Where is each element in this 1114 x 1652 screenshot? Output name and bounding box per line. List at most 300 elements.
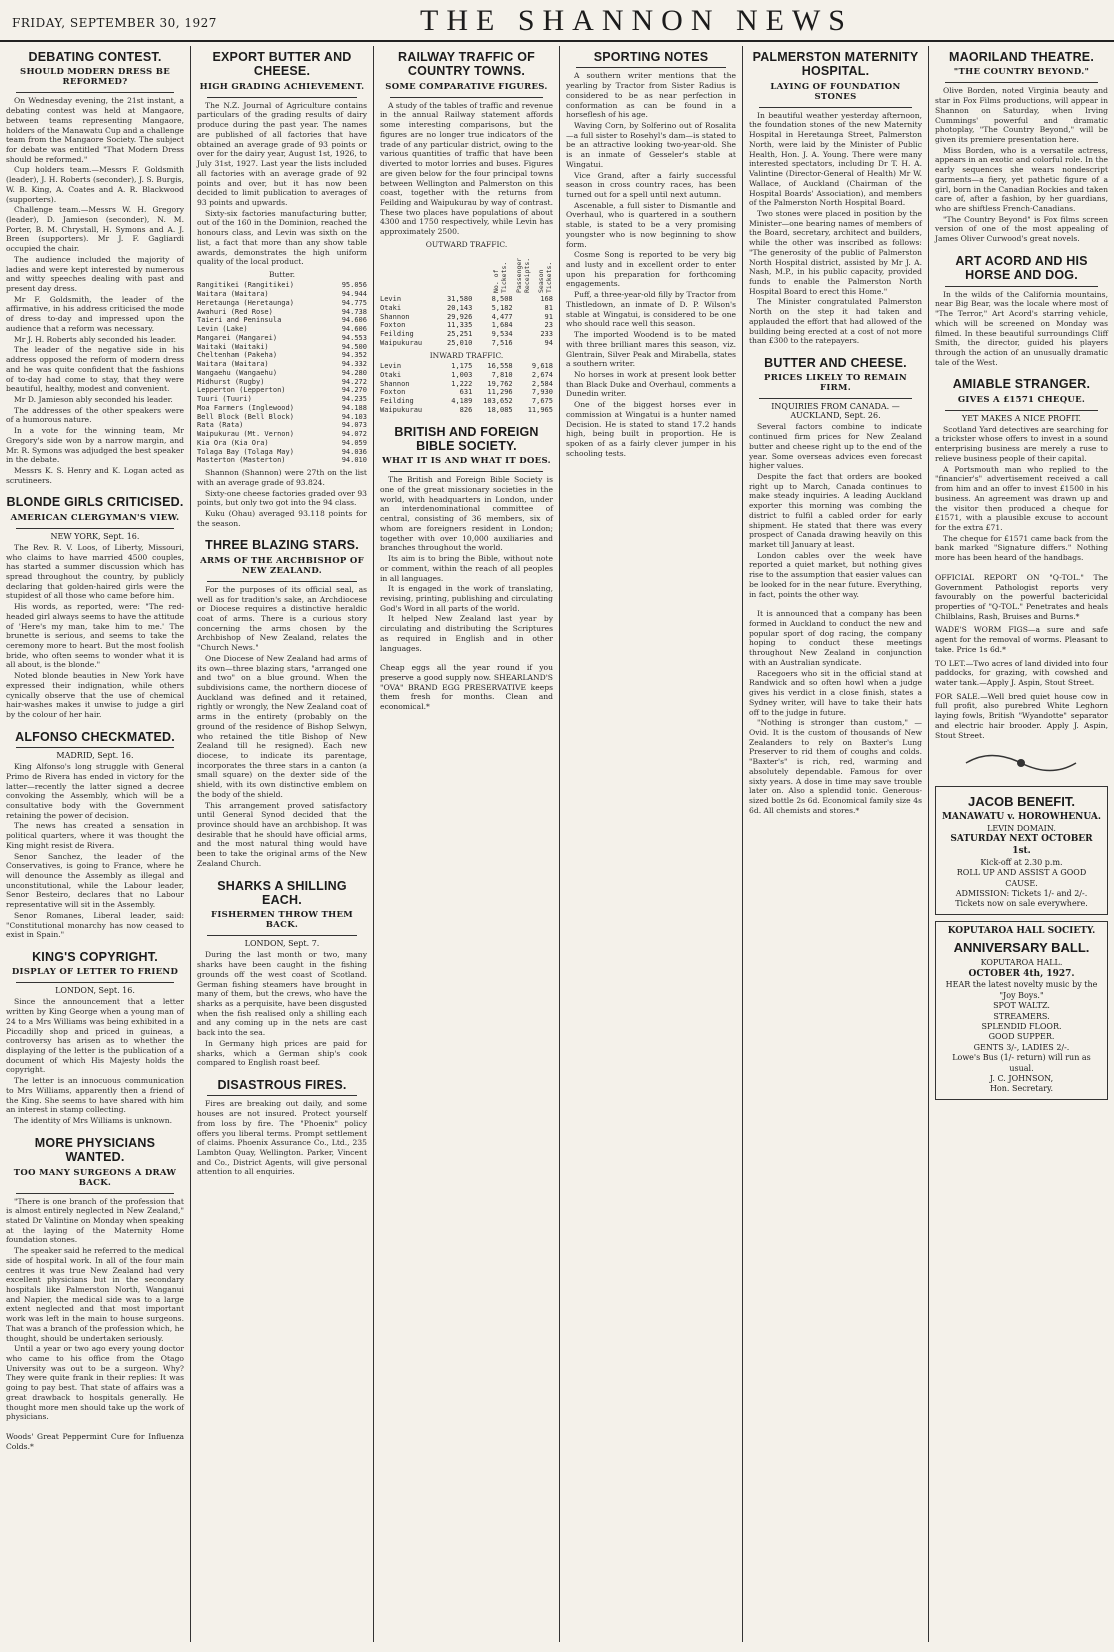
traffic-row (380, 339, 553, 348)
benefit-date: SATURDAY NEXT OCTOBER 1st. (950, 834, 1093, 857)
article-paragraph: Racegoers who sit in the official stand at Randwick and so often howl when a judge gives his verdict in a close finish, states a Sydney writer, will have to take their hats off to the judge in future. (749, 668, 922, 717)
article-paragraph: The imported Woodend is to be mated with three brilliant mares this season, viz. Glentrain, Silver Peak and Mirabella, states a southern writer. (566, 330, 736, 369)
headline-rule (945, 286, 1098, 287)
grading-row (197, 395, 367, 404)
headline-rule (16, 92, 174, 93)
peppermint-cure-ad: Woods' Great Peppermint Cure for Influenza Colds.* (6, 1432, 184, 1451)
article-subhead: DISPLAY OF LETTER TO FRIEND (11, 967, 179, 978)
traffic-value: 1,222 (451, 379, 473, 388)
grading-row (197, 351, 367, 360)
article (197, 879, 367, 1068)
grade-value: 94.606 (341, 325, 367, 334)
grading-row (197, 325, 367, 334)
traffic-value: 18,085 (487, 405, 513, 414)
headline-rule (207, 1095, 357, 1096)
anniversary-ball-ad (935, 921, 1108, 1100)
factory-name: Bell Block (Bell Block) (197, 412, 294, 421)
traffic-value: 11,335 (447, 321, 473, 330)
article (380, 50, 553, 415)
article-paragraph: Messrs K. S. Henry and K. Logan acted as scrutineers. (6, 465, 184, 485)
classified-ad-forsale: FOR SALE.—Well bred quiet house cow in full profit, also purebred White Leghorn laying fowls, British "Wyandotte" separator and electric hair brooder. Apply J. Aspin, Stout Street. (935, 691, 1108, 740)
grade-value: 94.010 (341, 456, 367, 465)
ornament-divider (952, 746, 1090, 780)
factory-name: Masterton (Masterton) (197, 456, 286, 465)
traffic-row (380, 362, 553, 371)
traffic-row (380, 321, 553, 330)
article-paragraph: One Diocese of New Zealand had arms of its own—three blazing stars, "arranged one and two" on a blue ground. When the subdivisions came, the northern diocese of Auckland was defined and it retained, rightly or wrongly, the New Zealand coat of arms in the entirety (probably on the ground of the residence of Bishop Selwyn, who retained the title Bishop of New Zealand till he resigned). Each new diocese, to indicate its parentage, incorporates the three stars in a canton (a small square) on the dexter side of the shield, with its own distinctive emblem on the body of the shield. (197, 653, 367, 799)
article-paragraph: Senor Sanchez, the leader of the Conservatives, is going to France, where he will denounce the Assembly as illegal and unconstitutional, while the Labour leader, Senor Besteiro, declares that no Labour representative will sit in the Assembly. (6, 851, 184, 910)
article-dateline: NEW YORK, Sept. 16. (50, 531, 140, 541)
article-headline: BLONDE GIRLS CRITICISED. (6, 495, 184, 510)
factory-name: Wangaehu (Wangaehu) (197, 368, 278, 377)
article-paragraph: During the last month or two, many sharks have been caught in the fishing grounds off the west coast of Scotland. German fishing steamers have brought in many of them, but the crews, who have the sharks as a perquisite, have been disgusted when the fish realised only a shilling each and any coming up in the nets are cast back into the sea. (197, 950, 367, 1038)
traffic-value: 9,618 (531, 362, 553, 371)
article-paragraph: The Minister congratulated Palmerston North on the step it had taken and applauded the effort that had allowed of the building being erected at a cost of not more than £300 to the ratepayers. (749, 297, 922, 346)
traffic-value: 20,143 (447, 303, 473, 312)
column-head: Season Tickets. (536, 261, 553, 294)
headline-rule (16, 528, 174, 529)
grading-row (197, 404, 367, 413)
ball-detail: GENTS 3/-, LADIES 2/-. (973, 1042, 1070, 1052)
grading-row (197, 456, 367, 465)
article-headline: BRITISH AND FOREIGN BIBLE SOCIETY. (394, 424, 539, 453)
article-paragraph: "The Country Beyond" is Fox films screen version of one of the most appealing of James Oliver Curwood's great novels. (935, 214, 1108, 244)
traffic-value: 826 (459, 405, 473, 414)
traffic-value: 9,534 (491, 330, 513, 339)
headline-rule (576, 67, 726, 68)
headline-rule (390, 97, 543, 98)
grade-value: 94.944 (341, 290, 367, 299)
article-paragraph: The identity of Mrs Williams is unknown. (14, 1116, 173, 1126)
benefit-kickoff: Kick-off at 2.30 p.m. (980, 857, 1063, 867)
article-subhead: WHAT IT IS AND WHAT IT DOES. (382, 456, 551, 467)
ball-venue: KOPUTAROA HALL. (980, 958, 1063, 968)
factory-name: Rata (Rata) (197, 421, 244, 430)
traffic-value: 103,652 (483, 397, 513, 406)
traffic-value: 2,674 (531, 370, 553, 379)
traffic-value: 1,684 (491, 321, 513, 330)
traffic-row (380, 330, 553, 339)
factory-name: Midhurst (Rugby) (197, 377, 265, 386)
benefit-match: MANAWATU v. HOROWHENUA. (941, 812, 1102, 823)
traffic-row (380, 304, 553, 313)
article-headline: DISASTROUS FIRES. (217, 1078, 347, 1092)
factory-name: Tolaga Bay (Tolaga May) (197, 447, 294, 456)
grade-value: 94.103 (341, 412, 367, 421)
article-paragraph: Fires are breaking out daily, and some houses are not insured. Protect yourself from loss by fire. The "Phoenix" policy offers you liberal terms. Prompt settlement of claims. Phoenix Assurance Co., Ltd., 235 Lambton Quay, Wellington. Parker, Vincent and Co., District Agents, will give personal attention to all enquiries. (197, 1099, 367, 1177)
article-paragraph: In beautiful weather yesterday afternoon, the foundation stones of the new Maternity Hospital in Heretaunga Street, Palmerston North, were laid by the Minister of Public Health, Hon. J. A. Young. There were many interested spectators, including Dr T. H. A. Valintine (Director-General of Health) Mr W. Wallace, of Auckland (Chairman of the Hospital Boards' Association), and members of the Palmerston North Hospital Board. (749, 110, 922, 208)
grading-row (197, 316, 367, 325)
traffic-value: 1,175 (451, 362, 473, 371)
headline-rule (16, 982, 174, 983)
classified-ad-qtol: OFFICIAL REPORT ON "Q-TOL." The Government Pathologist reports very favourably on the powerful bactericidal properties of "Q-TOL." Penetrates and heals Chilblains, Rash, Bruises and Burns.* (935, 572, 1108, 621)
traffic-value: 8,508 (491, 295, 513, 304)
town-name: Levin (380, 295, 402, 304)
traffic-row (380, 380, 553, 389)
grading-row (197, 413, 367, 422)
article-paragraph: Until a year or two ago every young doctor who came to his office from the Otago University was out to be a surgeon. Why? They were quite frank in their replies: It was going to pay best. That state of affairs was a great drawback to hospitals generally. He thought more men should take up the work of physicians. (6, 1344, 184, 1422)
traffic-value: 4,189 (451, 397, 473, 406)
article-subhead: TOO MANY SURGEONS A DRAW BACK. (13, 1167, 177, 1188)
traffic-value: 11,965 (527, 405, 553, 414)
article-paragraph: Miss Borden, who is a versatile actress, appears in an exotic and colorful role. In the early sequences she wears nondescript garments—a fiery, yet pathetic figure of a girl, born in the Canadian Rockies and taken care of, after a fashion, by her guardians, who are shiftless French-Canadians. (935, 145, 1108, 213)
article-paragraph: A study of the tables of traffic and revenue in the annual Railway statement affords some interesting comparisons, but the figures are no longer true indicators of the trade of any particular district, owing to the various quantities of traffic that have been diverted to motor lorries and buses. Figures are given below for the four principal towns between Wellington and Palmerston on this coast, together with the returns from Feilding and Waipukurau by way of contrast. These two places have populations of about 4300 and 1750 respectively, while Levin has approximately 2500. (380, 100, 553, 237)
issue-date: FRIDAY, SEPTEMBER 30, 1927 (12, 16, 217, 30)
grade-value: 94.606 (341, 316, 367, 325)
article (6, 50, 184, 485)
traffic-table (380, 351, 553, 415)
traffic-caption: OUTWARD TRAFFIC. (425, 239, 508, 249)
grading-row (197, 334, 367, 343)
town-name: Foxton (380, 388, 406, 397)
article-paragraph: Scotland Yard detectives are searching for a trickster whose offers to invest in a sound enterprising business are merely a ruse to relieve business people of their capital. (935, 424, 1108, 463)
jacob-benefit-ad (935, 786, 1108, 914)
article (935, 254, 1108, 368)
town-name: Otaki (380, 370, 402, 379)
factory-name: Levin (Lake) (197, 325, 248, 334)
column-6 (928, 46, 1114, 1642)
traffic-value: 29,926 (447, 312, 473, 321)
article-paragraph: The news has created a sensation in political quarters, where it was thought the King might resist de Rivera. (6, 821, 184, 850)
article-headline: MAORILAND THEATRE. (948, 50, 1095, 64)
article-headline: SHARKS A SHILLING EACH. (217, 878, 347, 907)
grading-row (197, 343, 367, 352)
article-dateline: LONDON, Sept. 7. (244, 939, 320, 949)
article-subhead: HIGH GRADING ACHIEVEMENT. (199, 81, 365, 92)
article-paragraph: Challenge team.—Messrs W. H. Gregory (leader), D. Jamieson (seconder), N. M. Porter, B. M. Chrystall, H. Symons and A. J. Breen (supporters). Mr J. F. Gagliardi occupied the chair. (6, 205, 184, 254)
grading-row (197, 386, 367, 395)
article-paragraph: "There is one branch of the profession that is almost entirely neglected in New Zealand," stated Dr Valintine on Monday when speaking at the laying of the Maternity Home foundation stones. (6, 1196, 184, 1245)
town-name: Feilding (380, 397, 414, 406)
traffic-value: 1,003 (451, 370, 473, 379)
factory-name: Heretaunga (Heretaunga) (197, 298, 294, 307)
traffic-value: 81 (544, 303, 553, 312)
grading-row (197, 360, 367, 369)
traffic-row (380, 295, 553, 304)
article-paragraph: It is engaged in the work of translating, revising, printing, publishing and circulating God's Word in all parts of the world. (380, 584, 553, 613)
article (6, 1136, 184, 1422)
article-paragraph: Several factors combine to indicate continued firm prices for New Zealand butter and cheese right up to the end of the year. Some overseas advices even forecast higher values. (749, 422, 922, 471)
article-paragraph: Despite the fact that orders are booked right up to March, Canada continues to make steady inquiries. A leading Auckland exporter this morning was combing the district to fulfil a cabled order for early shipment. He stated that there was every prospect of Canada drawing heavily on this market till January at least. (749, 471, 922, 549)
grade-value: 94.500 (341, 342, 367, 351)
ball-detail: SPOT WALTZ. (993, 1001, 1050, 1011)
traffic-value: 631 (459, 388, 473, 397)
article-paragraph: Cosme Song is reported to be very big and lusty and in excellent order to enter upon his preparation for forthcoming engagements. (566, 250, 736, 289)
traffic-value: 4,477 (491, 312, 513, 321)
article-paragraph: King Alfonso's long struggle with General Primo de Rivera has ended in victory for the latter—recently the latter signed a decree convoking the Assembly, which will be a consultative body with the Government retaining the power of decision. (6, 762, 184, 820)
grading-row (197, 439, 367, 448)
article-paragraph: Mr J. H. Roberts ably seconded his leader. (14, 334, 177, 344)
ball-detail: SPLENDID FLOOR. (981, 1022, 1062, 1032)
article-subhead: FISHERMEN THROW THEM BACK. (211, 910, 353, 931)
article-paragraph: Vice Grand, after a fairly successful season in cross country races, has been turned out for a spell until next autumn. (566, 170, 736, 199)
traffic-value: 7,810 (491, 370, 513, 379)
traffic-table (380, 240, 553, 348)
traffic-row (380, 371, 553, 380)
headline-rule (207, 935, 357, 936)
traffic-column-heads (380, 251, 553, 293)
column-5 (742, 46, 928, 1642)
article-paragraph: On Wednesday evening, the 21st instant, a debating contest was held at Mangaore, between teams representing Mangaore, holders of the Manawatu Cup and a challenge team from the Mangaore Society. The subject for debate was entitled "That Modern Dress should be reformed." (6, 96, 184, 164)
town-name: Foxton (380, 321, 406, 330)
article-subhead: ARMS OF THE ARCHBISHOP OF NEW ZEALAND. (200, 555, 364, 576)
grade-value: 94.270 (341, 386, 367, 395)
grade-value: 94.059 (341, 438, 367, 447)
article-headline: BUTTER AND CHEESE. (764, 356, 907, 370)
benefit-cause: ROLL UP AND ASSIST A GOOD CAUSE. (956, 868, 1087, 888)
article-paragraph: Mr D. Jamieson ably seconded his leader. (14, 394, 173, 404)
article (749, 50, 922, 346)
ball-title: ANNIVERSARY BALL. (953, 940, 1090, 956)
ball-detail: HEAR the latest novelty music by the "Joy Boys." (945, 980, 1098, 1000)
grading-caption: Butter. (269, 269, 295, 279)
article-paragraph: London cables over the week have reported a quiet market, but nothing gives rise to the assumption that easier values can be looked for in the near future. Everything, in fact, points the other way. (749, 550, 922, 599)
traffic-value: 7,675 (531, 397, 553, 406)
article-dateline: INQUIRIES FROM CANADA. — AUCKLAND, Sept. 26. (771, 402, 900, 421)
article-dateline: LONDON, Sept. 16. (55, 986, 135, 996)
article-dateline: YET MAKES A NICE PROFIT. (961, 413, 1082, 423)
factory-name: Taieri and Peninsula (197, 316, 282, 325)
article (6, 495, 184, 719)
column-head: No. of Tickets. (492, 261, 509, 294)
factory-name: Awahuri (Red Rose) (197, 307, 273, 316)
traffic-value: 91 (544, 312, 553, 321)
article-paragraph: A southern writer mentions that the yearling by Tractor from Sister Radius is considered to be as near perfection in conformation as can be found in a horseflesh of his age. (566, 71, 736, 120)
headline-rule (207, 97, 357, 98)
article-headline: SPORTING NOTES (593, 50, 709, 64)
article (935, 377, 1108, 562)
article-headline: DEBATING CONTEST. (28, 50, 162, 64)
headline-rule (390, 471, 543, 472)
traffic-value: 7,930 (531, 388, 553, 397)
traffic-caption: INWARD TRAFFIC. (429, 350, 504, 360)
ball-detail: GOOD SUPPER. (988, 1032, 1055, 1042)
article-paragraph: Since the announcement that a letter written by King George when a young man of 24 to a Mrs Williams was being exhibited in a Piccadilly shop and priced in guineas, a controversy has arisen as to whether the displaying of the letter is the publication of a document of which His Majesty holds the copyright. (6, 997, 184, 1075)
traffic-value: 25,010 (447, 338, 473, 347)
traffic-value: 168 (540, 295, 553, 304)
article-paragraph: In Germany high prices are paid for sharks, which a German ship's cook compared to English roast beef. (197, 1038, 367, 1068)
article-paragraph: It is announced that a company has been formed in Auckland to conduct the new and popular sport of dog racing, the company hoping to conduct these meetings throughout New Zealand in conjunction with an Australian syndicate. (749, 609, 922, 667)
article-headline: EXPORT BUTTER AND CHEESE. (212, 50, 352, 79)
factory-name: Mangarei (Mangarei) (197, 333, 278, 342)
article-subhead: SHOULD MODERN DRESS BE REFORMED? (20, 67, 170, 88)
article (197, 538, 367, 868)
traffic-value: 25,251 (447, 330, 473, 339)
article-paragraph: Puff, a three-year-old filly by Tractor from Thistledown, an inmate of D. P. Wilson's stable at Wingatui, is considered to be one who should race well this season. (566, 290, 736, 329)
grading-row (197, 421, 367, 430)
grade-value: 94.272 (341, 377, 367, 386)
article-headline: MORE PHYSICIANS WANTED. (34, 1135, 156, 1165)
article-paragraph: In the wilds of the California mountains, near Big Bear, was the locale where most of "The Terror," Art Acord's starring vehicle, which will be screened on Monday was filmed. In these beautiful surroundings Cliff Smith, the director, guided his players through the action of an unusually dramatic tale of the West. (935, 289, 1108, 367)
grade-value: 94.036 (341, 447, 367, 456)
town-name: Shannon (380, 312, 410, 321)
article-paragraph: Two stones were placed in position by the Minister—one bearing names of members of the Board, secretary, architect and builders, while the other was inscribed as follows: "The generosity of the public of Palmerston North Hospital district, assisted by Mr J. A. Nash, M.P., in his public capacity, provided funds to enable the Palmerston North Hospital Board to erect this Home." (749, 208, 922, 296)
grading-row (197, 448, 367, 457)
ball-detail: STREAMERS. (993, 1011, 1050, 1021)
egg-preservative-ad: Cheap eggs all the year round if you preserve a good supply now. SHEARLAND'S "OVA" BRAND EGG PRESERVATIVE keeps them fresh for months. Clean and economical.* (380, 663, 553, 712)
benefit-title: JACOB BENEFIT. (968, 794, 1075, 810)
article (197, 50, 367, 528)
article-headline: RAILWAY TRAFFIC OF COUNTRY TOWNS. (398, 50, 535, 79)
grading-row (197, 290, 367, 299)
traffic-row (380, 388, 553, 397)
headline-rule (945, 82, 1098, 83)
factory-name: Rangitikei (Rangitikei) (197, 281, 294, 290)
grading-row (197, 430, 367, 439)
article-paragraph: Kuku (Ohau) averaged 93.118 points for the season. (197, 508, 367, 528)
factory-name: Kia Ora (Kia Ora) (197, 438, 269, 447)
column-4 (559, 46, 742, 1642)
ball-signature: J. C. JOHNSON, (989, 1074, 1054, 1083)
article-paragraph: The British and Foreign Bible Society is one of the great missionary societies in the world, with headquarters in London, under an interdenominational committee of central, consisting of 36 members, six of whom are foreigners resident in London; together with over 10,000 auxiliaries and branches throughout the world. (380, 475, 553, 553)
grading-row (197, 308, 367, 317)
grading-table (197, 270, 367, 465)
factory-name: Waitaki (Waitaki) (197, 342, 269, 351)
article (749, 356, 922, 599)
article-paragraph: Senor Romanes, Liberal leader, said: "Constitutional monarchy has now ceased to exist in Spain." (6, 910, 184, 940)
grade-value: 94.235 (341, 395, 367, 404)
town-name: Feilding (380, 330, 414, 339)
article-subhead: AMERICAN CLERGYMAN'S VIEW. (10, 512, 180, 523)
article-headline: ALFONSO CHECKMATED. (15, 729, 175, 744)
article-headline: KING'S COPYRIGHT. (32, 950, 158, 965)
grading-row (197, 299, 367, 308)
grading-row (197, 369, 367, 378)
article-paragraph: The letter is an innocuous communication to Mrs Williams, apparently then a friend of the King. She seems to have shared with him an interest in stamp collecting. (6, 1076, 184, 1115)
town-name: Levin (380, 362, 402, 371)
traffic-value: 94 (544, 338, 553, 347)
article-paragraph: In a vote for the winning team, Mr Gregory's side won by a narrow margin, and Mr. R. Symons was adjudged the best speaker in the debate. (6, 426, 184, 465)
article-paragraph: Shannon (Shannon) were 27th on the list with an average grade of 93.824. (197, 468, 367, 487)
grading-row (197, 281, 367, 290)
article-paragraph: A Portsmouth man who replied to the "financier's" advertisement received a call from him and an offer to invest £1500 in his business. An agreement was drawn up and the visitor then produced a cheque for £1571, with a plausible excuse to account for the extra £71. (935, 464, 1108, 532)
article-paragraph: "Nothing is stronger than custom," —Ovid. It is the custom of thousands of New Zealanders to rely on Baxter's Lung Preserver to rid them of coughs and colds. "Baxter's" is rich, red, warming and absolutely dependable. Famous for over sixty years. A dose in time may save trouble later on. Also a splendid tonic. Generous-sized bottle 2s 6d. Economical family size 4s 6d. All chemists and stores.* (749, 718, 922, 815)
article-paragraph: The audience included the majority of ladies and were kept interested by numerous and witty speeches dealing with past and present day dress. (6, 254, 184, 294)
benefit-venue: LEVIN DOMAIN. (987, 824, 1056, 833)
article-paragraph: Cup holders team.—Messrs F. Goldsmith (leader), J. H. Roberts (seconder), J. S. Burgis, W. B. King, A. Coates and A. R. Blackwood (supporters). (6, 165, 184, 204)
article-paragraph: Sixty-six factories manufacturing butter, out of the 160 in the Dominion, reached the honours class, and Levin was sixth on the list, a fact that more than any show table awards, demonstrates the high uniform quality of the local product. (197, 208, 367, 267)
article-paragraph: The speaker said he referred to the medical side of hospital work. In all of the four main centres it was true New Zealand had very excellent physicians but in the secondary hospitals like Palmerston North, Wanganui and Napier, the medical side was to a large extent neglected and that most important work was left in the main to house surgeons. That was a branch of the profession which, he thought, should be undertaken seriously. (6, 1246, 184, 1343)
headline-rule (207, 581, 357, 582)
article (749, 609, 922, 815)
article-paragraph: Mr F. Goldsmith, the leader of the affirmative, in his address criticised the mode of dress to-day and impressed upon the audience that a reform was necessary. (6, 294, 184, 333)
article-subhead: LAYING OF FOUNDATION STONES (770, 81, 901, 102)
traffic-value: 23 (544, 321, 553, 330)
article-paragraph: The cheque for £1571 came back from the bank marked "Signature differs." Nothing more has been heard of the handbags. (935, 533, 1108, 563)
article (6, 730, 184, 940)
article-paragraph: The addresses of the other speakers were of a humorous nature. (6, 405, 184, 425)
grade-value: 94.332 (341, 360, 367, 369)
traffic-value: 19,762 (487, 379, 513, 388)
factory-name: Cheltenham (Pakeha) (197, 351, 278, 360)
headline-rule (16, 1193, 174, 1194)
traffic-row (380, 397, 553, 406)
grade-value: 94.188 (341, 403, 367, 412)
article (566, 50, 736, 458)
town-name: Shannon (380, 379, 410, 388)
traffic-value: 31,580 (447, 295, 473, 304)
headline-rule (759, 398, 912, 399)
article-dateline: MADRID, Sept. 16. (56, 751, 134, 761)
headline-rule (945, 410, 1098, 411)
article-paragraph: Olive Borden, noted Virginia beauty and star in Fox Films productions, will appear in Shannon on Saturday, when Irving Cummings' powerful and dramatic photoplay, "The Country Beyond," will be given its premiere presentation here. (935, 86, 1108, 144)
column-1 (0, 46, 190, 1642)
article-paragraph: Noted blonde beauties in New York have expressed their indignation, while others cynically observe that the use of chemical hair-washes makes it unwise to judge a girl by the colour of her hair. (6, 671, 184, 719)
factory-name: Moa Farmers (Inglewood) (197, 403, 294, 412)
town-name: Waipukurau (380, 405, 423, 414)
ball-society: KOPUTAROA HALL SOCIETY. (947, 925, 1096, 936)
grade-value: 94.553 (341, 333, 367, 342)
traffic-row (380, 406, 553, 415)
article (380, 425, 553, 654)
grade-value: 94.352 (341, 351, 367, 360)
newspaper-title: THE SHANNON NEWS (420, 4, 853, 37)
article-paragraph: It helped New Zealand last year by circulating and distributing the Scriptures as required in English and in other languages. (380, 614, 553, 653)
traffic-value: 11,296 (487, 388, 513, 397)
column-head: Passenger Receipts. (514, 257, 531, 294)
article (935, 50, 1108, 244)
article-subhead: "THE COUNTRY BEYOND." (953, 67, 1090, 78)
article-paragraph: Ascenable, a full sister to Dismantle and Overhaul, who is quartered in a southern stable, is stated to be a very promising youngster who is now beginning to show form. (566, 200, 736, 249)
classified-ad-tolet: TO LET.—Two acres of land divided into four paddocks, for grazing, with cowshed and water tank.—Apply J. Aspin, Stout Street. (935, 658, 1108, 687)
headline-rule (16, 747, 174, 748)
column-2 (190, 46, 373, 1642)
traffic-value: 233 (540, 330, 553, 339)
town-name: Otaki (380, 303, 402, 312)
grade-value: 95.056 (341, 281, 367, 290)
article-paragraph: For the purposes of its official seal, as well as for tradition's sake, an Archdiocese or Diocese requires a distinctive heraldic coat of arms. There is a curious story concerning the arms chosen by the Archbishop of New Zealand, relates the "Church News." (197, 584, 367, 653)
article-paragraph: Sixty-one cheese factories graded over 93 points, but only two got into the 94 class. (197, 488, 367, 508)
ball-date: OCTOBER 4th, 1927. (968, 968, 1075, 979)
article-headline: AMIABLE STRANGER. (952, 377, 1091, 392)
town-name: Waipukurau (380, 338, 423, 347)
factory-name: Waitara (Waitara) (197, 360, 269, 369)
article-subhead: SOME COMPARATIVE FIGURES. (385, 81, 548, 92)
ball-detail: Lowe's Bus (1/- return) will run as usual. (952, 1053, 1091, 1073)
column-3 (373, 46, 559, 1642)
article-subhead: GIVES A £1571 CHEQUE. (957, 394, 1086, 405)
article-headline: ART ACORD AND HIS HORSE AND DOG. (955, 253, 1088, 283)
article-headline: PALMERSTON MATERNITY HOSPITAL. (752, 50, 919, 79)
grade-value: 94.280 (341, 368, 367, 377)
traffic-value: 7,516 (491, 338, 513, 347)
article-headline: THREE BLAZING STARS. (205, 538, 359, 553)
article (197, 1078, 367, 1177)
traffic-value: 5,182 (491, 303, 513, 312)
article-paragraph: The leader of the negative side in his address opposed the reform of modern dress and he was quite confident that the fashions of to-day had come to stay, that they were beautiful, healthy, modest and convenient. (6, 345, 184, 394)
article-paragraph: The Rev. R. V. Loos, of Liberty, Missouri, who claims to have married 4500 couples, has started a summer discussion which has spread throughout the country, by publicly declaring that golden-haired girls were the stupidest of all those who came before him. (6, 542, 184, 601)
grading-row (197, 378, 367, 387)
traffic-row (380, 313, 553, 322)
grade-value: 94.072 (341, 430, 367, 439)
factory-name: Waitara (Waitara) (197, 290, 269, 299)
article-paragraph: The N.Z. Journal of Agriculture contains particulars of the grading results of dairy produce during the past year. The names are published of all factories that have obtained an average grade of 93 points or over for the dairy year, August 1st, 1926, to July 31st, 1927. Last year the lists included all factories with an average grade of 92 points and over, but it has now been decided to limit publication to averages of 93 points and upwards. (197, 100, 367, 207)
benefit-admission: ADMISSION: Tickets 1/- and 2/-. Tickets now on sale everywhere. (955, 888, 1088, 909)
classified-ad-wades: WADE'S WORM FIGS—a sure and safe agent for the removal of worms. Pleasant to take. Price 1s 6d.* (935, 625, 1108, 654)
article-paragraph: One of the biggest horses ever in commission at Wingatui is a hunter named Decision. He is stated to stand 17.2 hands high, being built in proportion. He is spoken of as a fairly clever jumper in his schooling tests. (566, 400, 736, 458)
factory-name: Lepperton (Lepperton) (197, 386, 286, 395)
traffic-value: 16,558 (487, 362, 513, 371)
factory-name: Waipukurau (Mt. Vernon) (197, 430, 294, 439)
article-paragraph: No horses in work at present look better than Black Duke and Overhaul, comments a Dunedin writer. (566, 369, 736, 399)
article-paragraph: This arrangement proved satisfactory until General Synod decided that the province should have an archbishop. It was desirable that he should have official arms, and the most natural thing would have been to take the original arms of the New Zealand Church. (197, 800, 367, 868)
headline-rule (759, 107, 912, 108)
masthead (0, 0, 1114, 42)
traffic-value: 2,584 (531, 379, 553, 388)
article-paragraph: Waving Corn, by Solferino out of Rosalita—a full sister to Rosehyl's dam—is stated to be an attractive looking two-year-old. She is an inmate of Gesseler's stable at Wingatui. (566, 120, 736, 169)
article-paragraph: His words, as reported, were: "The red-headed girl always seems to have the attitude of 'Here's my man, take him to me.' The brunette is serious, and seems to take the ceremony more to heart. But the most foolish bride, who often seems to wonder what it is all about, is the blonde." (6, 602, 184, 670)
article-subhead: PRICES LIKELY TO REMAIN FIRM. (764, 373, 907, 394)
